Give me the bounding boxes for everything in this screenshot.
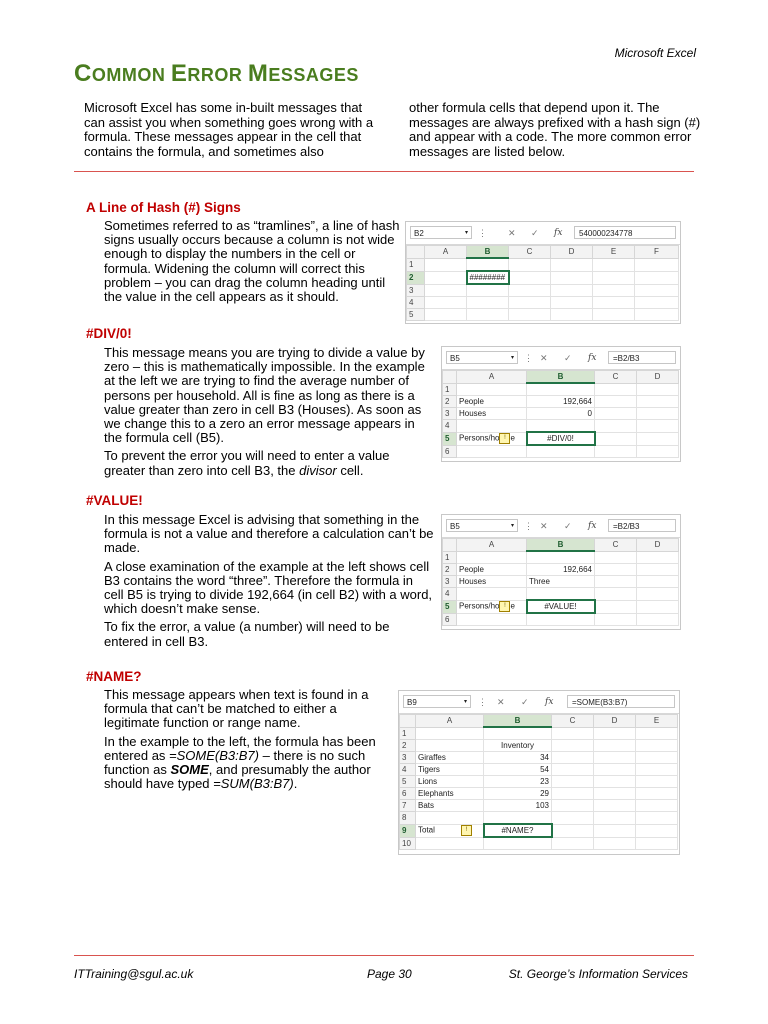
excel-screenshot-div: B5 ▾ ⋮ ✕ ✓ fx =B2/B3 A B C D 1 2 People 192,664 3 Houses 0 4 5 Persons/ho ! e #DIV/0! 6	[441, 346, 681, 462]
separator-icon: ⋮	[478, 697, 487, 707]
section-text-value: In this message Excel is advising that something in the formula is not a value and therefore a calculation can’t be made. A close examination of the example at the left shows cell B3 contains the word “three”. Therefore the formula in cell B5 is trying to divide 192,664 (in cell B2) with a word, which doesn’t make sense. To fix the error, a value (a number) will need to be entered in cell B3.	[104, 512, 434, 649]
function-icon: fx	[554, 228, 563, 238]
warning-icon: !	[499, 433, 510, 444]
chevron-down-icon: ▾	[464, 230, 468, 236]
error-cell: #VALUE!	[527, 600, 595, 613]
footer-divider	[74, 955, 694, 956]
hash-cell: ########	[467, 271, 509, 284]
separator-icon: ⋮	[524, 521, 533, 531]
intro-left: Microsoft Excel has some in-built messages that can assist you when something goes wrong with a formula. These messages appear in the cell that contains the formula, and sometimes also	[84, 100, 374, 159]
enter-icon: ✓	[521, 697, 529, 707]
function-icon: fx	[545, 697, 554, 707]
cancel-icon: ✕	[497, 697, 505, 707]
error-cell: #NAME?	[484, 824, 552, 837]
formula-bar: 540000234778	[574, 226, 676, 239]
footer-organisation: St. George’s Information Services	[508, 967, 688, 981]
formula-bar: =B2/B3	[608, 519, 676, 532]
function-icon: fx	[588, 521, 597, 531]
enter-icon: ✓	[564, 521, 572, 531]
section-heading-hash: A Line of Hash (#) Signs	[86, 200, 241, 215]
excel-screenshot-hash	[405, 221, 681, 324]
sheet-grid: A B C D 1 2 People 192,664 3 Houses Three 4 5 Persons/ho ! e #VALUE! 6	[442, 538, 679, 626]
section-heading-name: #NAME?	[86, 669, 142, 684]
separator-icon: ⋮	[478, 228, 487, 238]
running-header: Microsoft Excel	[614, 46, 696, 60]
intro-right: other formula cells that depend upon it. The messages are always prefixed with a hash sign (#) and appear with a code. The more common error messages are listed below.	[409, 100, 701, 159]
function-icon: fx	[588, 353, 597, 363]
chevron-down-icon: ▾	[463, 699, 467, 705]
footer-email: ITTraining@sgul.ac.uk	[74, 967, 194, 981]
excel-screenshot-name: B9 ▾ ⋮ ✕ ✓ fx =SOME(B3:B7) A B C D E 1 2 Inventory 3 Giraffes 34 4 Tigers 54 5 Lions 23 6 Elephants 29 7 Bats 103 8 9 Total ! #NAME? 10	[398, 690, 680, 855]
formula-bar: =B2/B3	[608, 351, 676, 364]
page-number: Page 30	[367, 967, 412, 981]
chevron-down-icon: ▾	[510, 355, 514, 361]
sheet-grid: A B C D 1 2 People 192,664 3 Houses 0 4 5 Persons/ho ! e #DIV/0! 6	[442, 370, 679, 458]
formula-bar: =SOME(B3:B7)	[567, 695, 675, 708]
section-heading-value: #VALUE!	[86, 493, 143, 508]
enter-icon: ✓	[531, 228, 539, 238]
cancel-icon: ✕	[540, 353, 548, 363]
section-text-name: This message appears when text is found in a formula that can’t be matched to either a legitimate function or range name. In the example to the left, the formula has been entered as =SOME(B3:B7) – there is no such function as SOME, and presumably the author should have typed =SUM(B3:B7).	[104, 687, 376, 792]
section-text-hash: Sometimes referred to as “tramlines”, a line of hash signs usually occurs because a column is not wide enough to display the numbers in the cell or formula. Widening the column will correct this problem – you can drag the column heading until the value in the cell appears as it should.	[104, 218, 400, 305]
section-text-div: This message means you are trying to divide a value by zero – this is mathematically impossible. In the example at the left we are trying to find the average number of persons per household. All is fine as long as there is a value greater than zero in cell B3 (Houses). As soon as we change this to a zero an error message appears in the formula cell (B5). To prevent the error you will need to enter a value greater than zero into cell B3, the divisor cell.	[104, 345, 425, 478]
header-divider	[74, 171, 694, 172]
error-cell: #DIV/0!	[527, 432, 595, 445]
cancel-icon: ✕	[540, 521, 548, 531]
excel-screenshot-value: B5 ▾ ⋮ ✕ ✓ fx =B2/B3 A B C D 1 2 People 192,664 3 Houses Three 4 5 Persons/ho ! e #VALUE! 6	[441, 514, 681, 630]
separator-icon: ⋮	[524, 353, 533, 363]
chevron-down-icon: ▾	[510, 523, 514, 529]
page-title: COMMON ERROR MESSAGES	[74, 60, 359, 87]
section-heading-div: #DIV/0!	[86, 326, 132, 341]
warning-icon: !	[499, 601, 510, 612]
sheet-grid: A B C D E 1 2 Inventory 3 Giraffes 34 4 Tigers 54 5 Lions 23 6 Elephants 29 7 Bats 103 8 9 Total ! #NAME? 10	[399, 714, 678, 850]
cancel-icon: ✕	[508, 228, 516, 238]
warning-icon: !	[461, 825, 472, 836]
name-box: B2 ▾	[410, 226, 472, 239]
enter-icon: ✓	[564, 353, 572, 363]
sheet-grid: A B C D E F 1 2 ######## 3 4 5	[406, 245, 679, 321]
